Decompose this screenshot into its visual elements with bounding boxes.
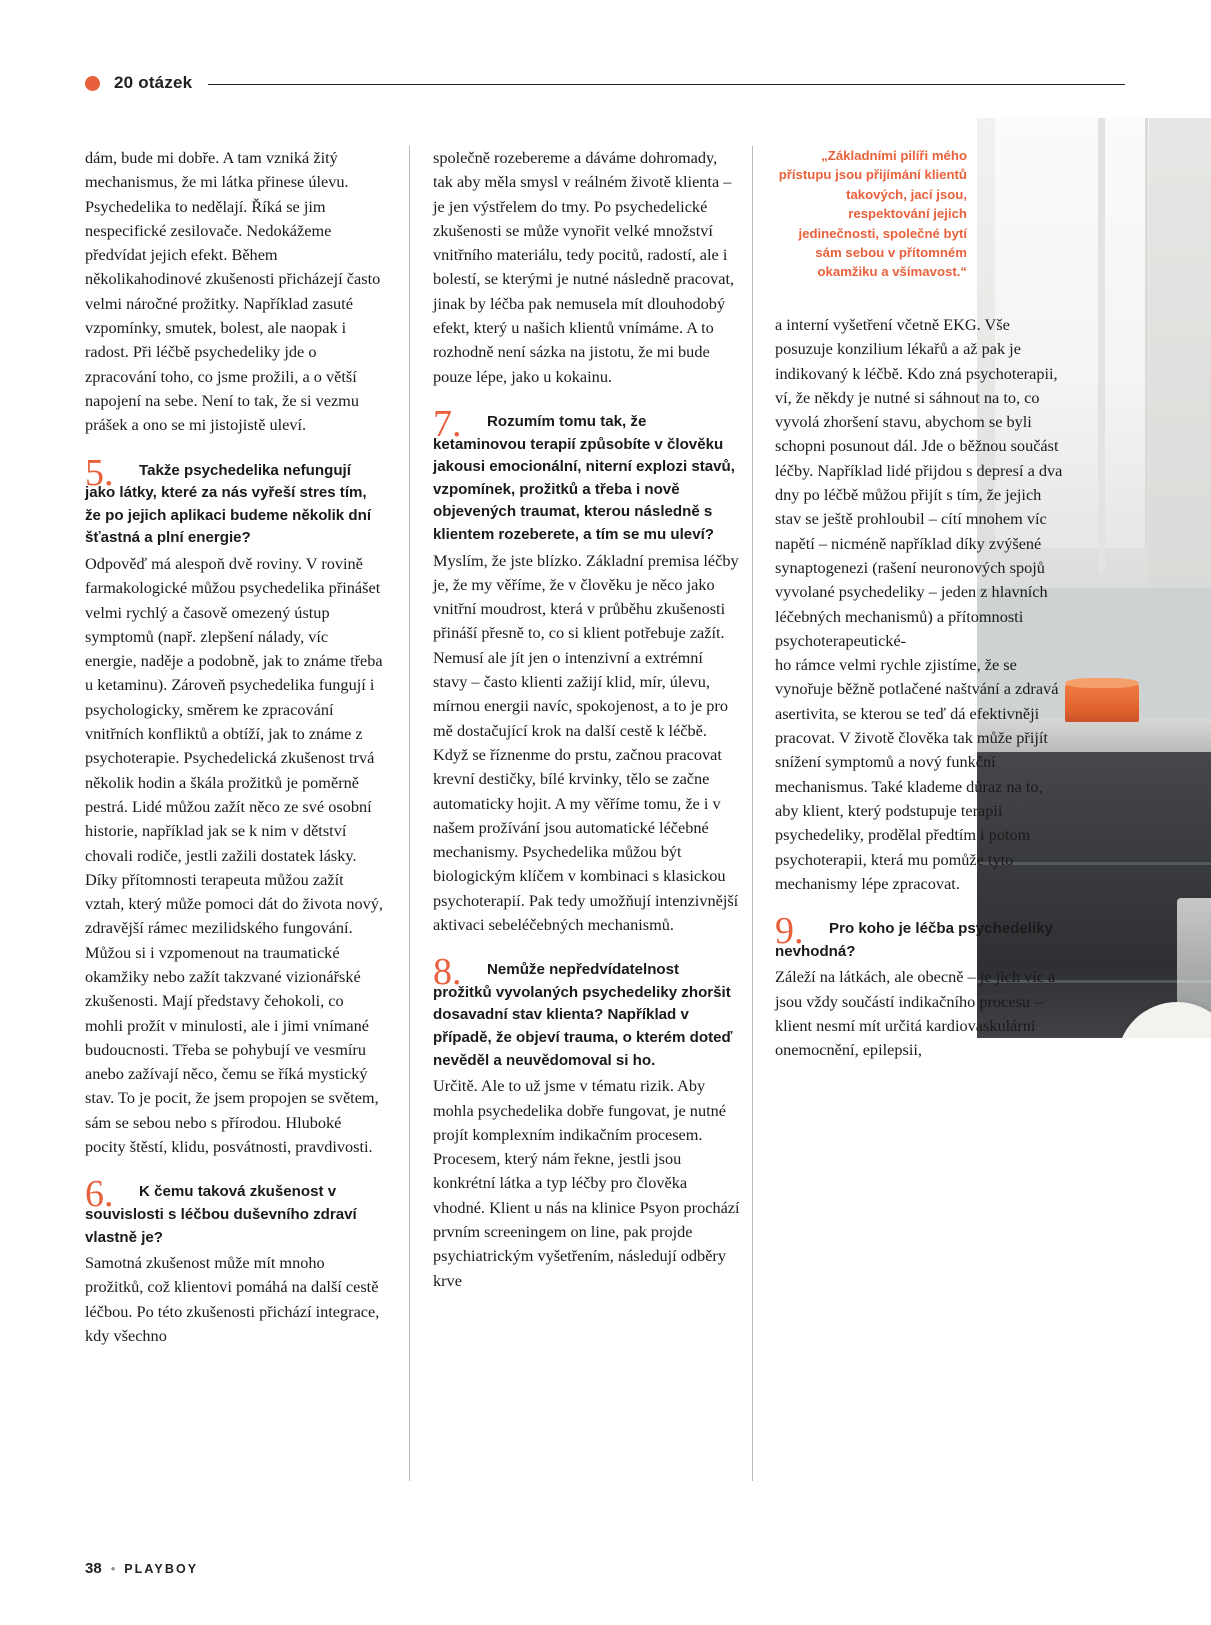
question-text-6: K čemu taková zkušenost v souvislosti s léčbou duševního zdraví vlastně je? <box>85 1183 357 1246</box>
question-text-9: Pro koho je léčba psychedeliky nevhodná? <box>775 920 1053 960</box>
page-header <box>85 68 1125 98</box>
text-column-1 <box>85 146 383 1348</box>
paragraph-col3-bottom: ho rámce velmi rychle zjistíme, že se vynořuje běžně potlačené naštvání a zdravá asertivita, se kterou se teď dá efektivněji pracovat. V životě člověka tak může přijít snížení symptomů a nový funkční mechanismus. Také klademe důraz na to, aby klient, který podstupuje terapii psychedeliky, prodělal předtím i potom psychoterapii, která mu pomůže tyto mechanismy lépe zpracovat. <box>775 655 1059 893</box>
question-text-8: Nemůže nepředvídatelnost prožitků vyvolaných psychedeliky zhoršit dosavadní stav klienta? Například v případě, že objeví trauma, o kterém doteď nevěděl a neuvědomoval si ho. <box>433 961 733 1069</box>
answer-text-6: Samotná zkušenost může mít mnoho prožitků, což klientovi pomáhá na další cestě léčbou. Po této zkušenosti přichází integrace, kdy všechno <box>85 1253 380 1346</box>
answer-text-9: Záleží na látkách, ale obecně – je jich víc a jsou vždy součástí indikačního procesu – klient nesmí mít určitá kardiovaskulární onemocnění, epilepsii, <box>775 967 1056 1060</box>
question-number-6: 6. <box>85 1173 114 1216</box>
question-block-9 <box>775 910 1065 963</box>
question-block-8 <box>433 951 741 1072</box>
header-divider <box>208 84 1125 85</box>
question-number-5: 5. <box>85 451 114 494</box>
answer-text-8: Určitě. Ale to už jsme v tématu rizik. Aby mohla psychedelika dobře fungovat, je nutné projít komplexním indikačním procesem. Procesem, který nám řekne, jestli jsou konkrétní látka a typ léčby pro člověka vhodné. Klient u nás na klinice Psyon prochází prvním screeningem on line, pak projde psychiatrickým vyšetřením, následují odběry krve <box>433 1076 740 1290</box>
page-footer <box>85 1560 198 1577</box>
paragraph-col3-top: a interní vyšetření včetně EKG. Vše posuzuje konzilium lékařů a až pak je indikovaný k léčbě. Kdo zná psychoterapii, ví, že někdy je nutné si sáhnout na to, co vyvolá zhoršení stavu, abychom se byli schopni posunout dál. Jde o běžnou součást léčby. Například lidé přijdou s depresí a dva dny po léčbě můžou přijít s tím, že jejich stav se ještě prohloubil – cítí mnohem víc napětí – nicméně například díky zvýšené synaptogenezi (rašení neuronových spojů vyvolané psychedeliky – jeden z hlavních léčebných mechanismů) a přítomnosti psychoterapeutické- <box>775 315 1063 650</box>
question-text-5: Takže psychedelika nefungují jako látky, které za nás vyřeší stres tím, že po jejich aplikaci budeme několik dní šťastná a plní energie? <box>85 461 372 547</box>
question-block-6 <box>85 1173 383 1249</box>
page-number: 38 <box>85 1560 102 1577</box>
pull-quote: „Základními pilíři mého přístupu jsou přijímání klientů takových, jací jsou, respektování jejich jedinečnosti, společné bytí sám sebou v přítomném okamžiku a všímavost.“ <box>778 148 967 280</box>
question-number-7: 7. <box>433 402 462 445</box>
footer-separator: • <box>110 1561 116 1576</box>
text-column-2 <box>433 146 741 1293</box>
answer-text-7: Myslím, že jste blízko. Základní premisa léčby je, že my věříme, že v člověku je něco jako vnitřní moudrost, která v průběhu zkušenosti přináší přesně to, co si klient potřebuje zažít. Nemusí ale jít jen o intenzivní a extrémní stavy – často klienti zažijí klid, mír, úlevu, mírnou energii navíc, spokojenost, a to je pro mě dostačující krok na další cestě k léčbě. Když se říznenme do prstu, začnou pracovat krevní destičky, bílé krvinky, tělo se začne automaticky hojit. A my věříme tomu, že i v našem prožívání jsou automatické léčebné mechanismy. Psychedelika můžou být biologickým klíčem v kombinaci s klasickou psychoterapií. Pak tedy umožňují intenzivnější aktivaci sebeléčebných mechanismů. <box>433 550 739 934</box>
text-column-3 <box>775 313 1065 1063</box>
column-divider-right <box>752 146 753 1481</box>
paragraph-intro-2: společně rozebereme a dáváme dohromady, tak aby měla smysl v reálném životě klienta – je jen výstřelem do tmy. Po psychedelické zkušenosti se může vynořit velké množství vnitřního materiálu, tedy pocitů, radostí, ale i bolestí, se kterými je nutné následně pracovat, jinak by léčba pak nemusela mít dlouhodobý efekt, který u našich klientů vnímáme. A to rozhodně není sázka na jistotu, že mi bude pouze lépe, jako u kokainu. <box>433 148 735 386</box>
column-divider-left <box>409 146 410 1481</box>
photo-window-frame <box>1098 118 1105 573</box>
question-text-7: Rozumím tomu tak, že ketaminovou terapií způsobíte v člověku jakousi emocionální, niterní explozi stavů, vzpomínek, prožitků a třeba i nově objevených traumat, kterou následně s klientem rozeberete, a tím se mu uleví? <box>433 412 735 543</box>
brand-name: PLAYBOY <box>124 1561 199 1576</box>
answer-text-5: Odpověď má alespoň dvě roviny. V rovině farmakologické můžou psychedelika přinášet velmi rychlý a časově omezený ústup symptomů (např. zlepšení nálady, víc energie, naděje a podobně, jak to známe třeba u ketaminu). Zároveň psychedelika fungují i psychologicky, směrem ke zpracování vnitřních konfliktů a obtíží, jak to známe z psychoterapie. Psychedelická zkušenost trvá několik hodin a škála prožitků je poměrně pestrá. Lidé můžou zažít něco ze své osobní historie, například jak se k nim v dětství chovali rodiče, jestli zažili dostatek lásky. Díky přítomnosti terapeuta můžou zažít vztah, který může pomoci dát do života nový, zdravější rámec mezilidského fungování. Můžou si i vzpomenout na traumatické okamžiky nebo zažít takzvané vizionářské zkušenosti. Mají představy čehokoli, co mohli prožít v minulosti, ale i jimi vnímané budoucnosti. Třeba se pohybují ve vesmíru anebo zažívají něco, čemu se říká mystický stav. To je pocit, že jsem propojen se světem, sám se sebou nebo s přírodou. Hluboké pocity štěstí, klidu, posvátnosti, pravdivosti. <box>85 553 383 1157</box>
question-number-8: 8. <box>433 951 462 994</box>
paragraph-intro: dám, bude mi dobře. A tam vzniká žitý mechanismus, že mi látka přinese úlevu. Psychedelika to nedělají. Říká se jim nespecifické zesilovače. Nedokážeme předvídat jejich efekt. Během několikahodinové zkušenosti přicházejí často velmi náročné prožitky. Například zasuté vzpomínky, smutek, bolest, ale naopak i radost. Při léčbě psychedeliky jde o zpracování toho, co jsme prožili, a o větší napojení na sebe. Není to tak, že si vezmu prášek a ono se mi jistojistě uleví. <box>85 148 381 435</box>
photo-candle-top <box>1065 678 1139 688</box>
bullet-dot-icon <box>85 76 100 91</box>
question-block-7 <box>433 402 741 547</box>
photo-glass <box>1177 898 1211 1018</box>
question-block-5 <box>85 451 383 550</box>
photo-candle <box>1065 684 1139 722</box>
photo-wall <box>1149 118 1211 588</box>
question-number-9: 9. <box>775 910 804 953</box>
section-label: 20 otázek <box>114 73 193 92</box>
